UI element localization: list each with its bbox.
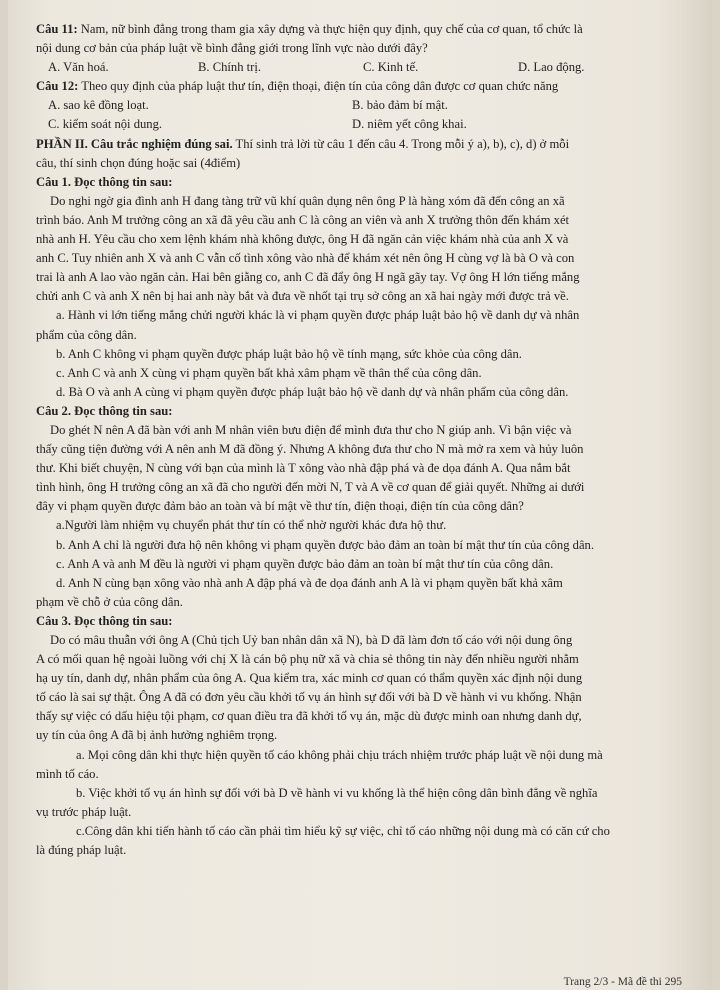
c3-statement-c: c.Công dân khi tiến hành tố cáo cần phải tìm hiểu kỹ sự việc, chỉ tố cáo những nội dung mà có căn cứ cho [76,823,610,838]
c2-statement-d: d. Anh N cùng bạn xông vào nhà anh A đập phá và đe dọa đánh anh A là vi phạm quyền bất khả xâm [56,575,563,590]
c3-title: Câu 3. Đọc thông tin sau: [36,613,173,628]
c2-statement-b: b. Anh A chỉ là người đưa hộ nên không vi phạm quyền được bảo đảm an toàn bí mật thư tín của công dân. [56,537,594,552]
q11-option-d: D. Lao động. [518,60,585,75]
q11-option-b: B. Chính trị. [198,60,261,75]
q11-options [36,58,696,77]
q11-stem-line1: Câu 11: Nam, nữ bình đẳng trong tham gia xây dựng và thực hiện quy định, quy chế của cơ quan, tổ chức là [36,22,583,36]
c3-statement-a-cont: mình tố cáo. [36,766,99,781]
c3-line: thấy sự việc có dấu hiệu tội phạm, cơ quan điều tra đã khởi tố vụ án, mặc dù được minh oan nhưng danh dự, [36,709,582,724]
q11-title: Câu 11: [36,22,78,36]
c1-line: chửi anh C và anh X nên bị hai anh này bắt và đưa về nhốt tại trụ sở công an xã hai ngày mới được trả về. [36,289,569,304]
c3-line: tố cáo là sai sự thật. Ông A đã có đơn yêu cầu khởi tố vụ án hình sự đối với bà D về hành vi vu khống. Nhận [36,690,582,705]
part2-heading: PHẦN II. Câu trắc nghiệm đúng sai. Thí sinh trả lời từ câu 1 đến câu 4. Trong mỗi ý a), b), c), d) ở mỗi [36,136,570,151]
c1-statement-d: d. Bà O và anh A cùng vi phạm quyền được pháp luật bảo hộ về danh dự và nhân phẩm của công dân. [56,384,569,399]
c3-statement-b: b. Việc khởi tố vụ án hình sự đối với bà D về hành vi vu khống là thể hiện công dân bình đẳng về nghĩa [76,785,598,800]
q11-option-c: C. Kinh tế. [363,60,419,75]
q12-option-c: C. kiểm soát nội dung. [48,117,163,132]
c1-line: Do nghi ngờ gia đình anh H đang tàng trữ vũ khí quân dụng nên ông P là hàng xóm đã đến công an xã [50,193,565,208]
q12-option-b: B. bảo đảm bí mật. [352,98,448,113]
c3-statement-c-cont: là đúng pháp luật. [36,843,127,858]
q12-option-d: D. niêm yết công khai. [352,117,467,132]
c3-line: Do có mâu thuẫn với ông A (Chủ tịch Uỷ ban nhân dân xã N), bà D đã làm đơn tố cáo với nội dung ông [50,633,573,647]
c1-title: Câu 1. Đọc thông tin sau: [36,174,173,189]
q11-option-a: A. Văn hoá. [48,60,109,75]
q12-title: Câu 12: [36,79,79,94]
c2-line: tình hình, ông H trưởng công an xã đã cho người đến mời N, T và A về cơ quan để giải quyết. Những ai dưới [36,480,585,495]
q12-options-row2 [36,115,696,134]
c2-line: thư. Khi biết chuyện, N cùng với bạn của mình là T xông vào nhà đập phá và đe dọa đánh A. Qua nắm bắt [36,461,571,476]
c2-line: đây vi phạm quyền được đảm bảo an toàn và bí mật về thư tín, điện thoại, điện tín của công dân? [36,499,524,514]
c2-statement-d-cont: phạm về chỗ ở của công dân. [36,594,183,609]
c3-statement-b-cont: vụ trước pháp luật. [36,804,132,819]
c1-line: anh C. Tuy nhiên anh X và anh C vẫn cố tình xông vào nhà để khám xét nên ông H cùng vợ là bà O và con [36,251,575,266]
c1-line: trình báo. Anh M trưởng công an xã đã yêu cầu anh C là công an viên và anh X trưởng thôn đến khám xét [36,212,570,227]
c2-line: Do ghét N nên A đã bàn với anh M nhân viên bưu điện để mình đưa thư cho N giúp anh. Vì bận việc và [50,422,572,437]
exam-content [36,20,696,860]
c3-line: uy tín của ông A đã bị ảnh hưởng nghiêm trọng. [36,728,278,743]
q12-option-a: A. sao kê đồng loạt. [48,98,149,113]
q11-stem-line2: nội dung cơ bản của pháp luật về bình đẳng giới trong lĩnh vực nào dưới đây? [36,41,428,56]
q12-stem: Câu 12: Theo quy định của pháp luật thư tín, điện thoại, điện tín của công dân được cơ quan chức năng [36,79,559,94]
c1-statement-c: c. Anh C và anh X cùng vi phạm quyền bất khả xâm phạm về thân thể của công dân. [56,365,482,380]
part2-title: PHẦN II. Câu trắc nghiệm đúng sai. [36,136,233,151]
c1-statement-b: b. Anh C không vi phạm quyền được pháp luật bảo hộ về tính mạng, sức khỏe của công dân. [56,346,522,361]
page-footer: Trang 2/3 - Mã đề thi 295 [563,976,682,988]
c1-statement-a: a. Hành vi lớn tiếng mắng chửi người khác là vi phạm quyền được pháp luật bảo hộ về danh dự và nhân [56,308,580,323]
c3-line: A có mối quan hệ ngoài luồng với chị X là cán bộ phụ nữ xã và chia sẻ thông tin này đến nhiều người nhằm [36,652,579,667]
c1-line: nhà anh H. Yêu cầu cho xem lệnh khám nhà không được, ông H đã ngăn cản việc khám nhà của anh X và [36,232,569,247]
c2-line: thấy cũng tiện đường với A nên anh M đã đồng ý. Nhưng A không đưa thư cho N mà mở ra xem và hủy luôn [36,442,584,457]
part2-desc: câu, thí sinh chọn đúng hoặc sai (4điểm) [36,155,241,170]
exam-page [8,0,712,990]
c2-statement-a: a.Người làm nhiệm vụ chuyển phát thư tín có thể nhờ người khác đưa hộ thư. [56,518,447,533]
c1-statement-a-cont: phẩm của công dân. [36,327,137,342]
c2-title: Câu 2. Đọc thông tin sau: [36,403,173,418]
c3-line: hạ uy tín, danh dự, nhân phẩm của ông A. Qua kiểm tra, xác minh cơ quan có thẩm quyền xác định nội dung [36,671,583,686]
c3-statement-a: a. Mọi công dân khi thực hiện quyền tố cáo không phải chịu trách nhiệm trước pháp luật về nội dung mà [76,747,603,762]
q12-options-row1 [36,96,696,115]
c1-line: trai là anh A lao vào ngăn cản. Hai bên giằng co, anh C đã đẩy ông H ngã gãy tay. Vợ ông H lớn tiếng mắng [36,270,580,285]
c2-statement-c: c. Anh A và anh M đều là người vi phạm quyền được bảo đảm an toàn bí mật thư tín của công dân. [56,556,554,571]
